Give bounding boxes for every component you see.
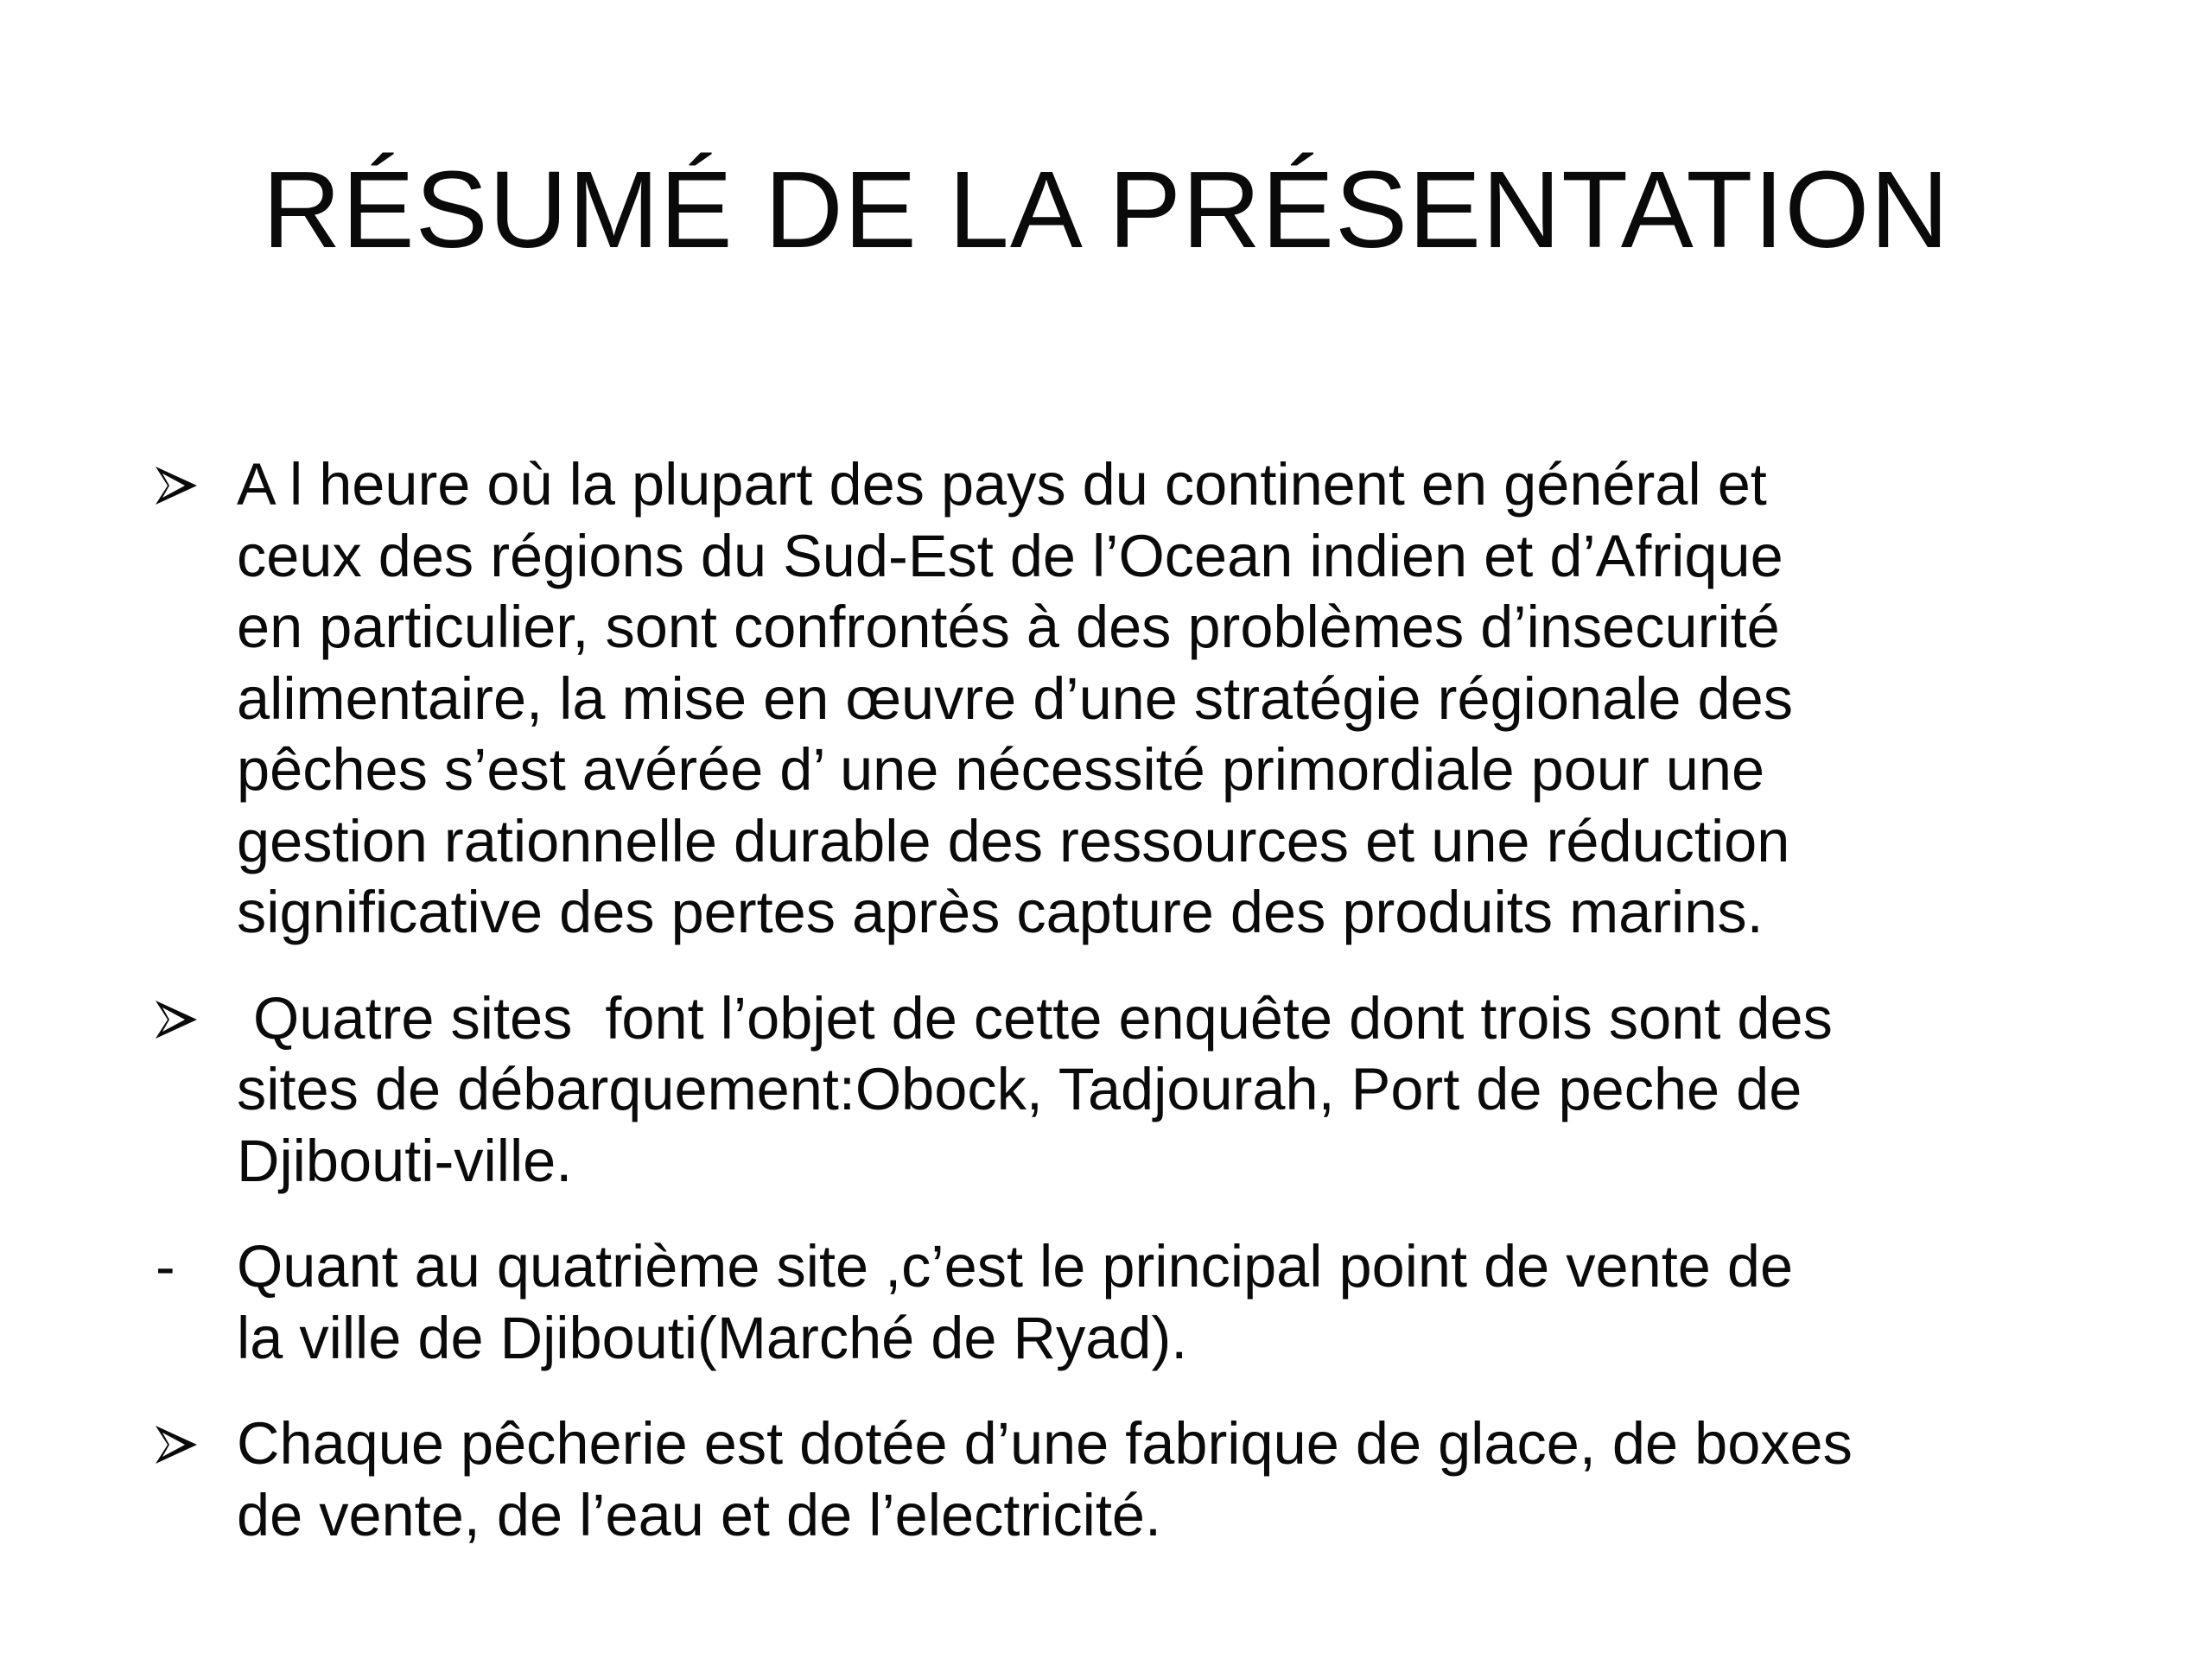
- text-line: la ville de Djibouti(Marché de Ryad).: [237, 1304, 1188, 1371]
- text-line: de vente, de l’eau et de l’electricité.: [237, 1481, 1162, 1548]
- slide-content: [149, 449, 2110, 1586]
- dash-item: [149, 1231, 2110, 1374]
- arrow-bullet-icon: [154, 1424, 199, 1465]
- bullet-item-2: [149, 983, 2110, 1198]
- text-line: en particulier, sont confrontés à des problèmes d’insecurité: [237, 594, 1780, 660]
- dash-bullet: -: [156, 1234, 175, 1300]
- text-line: significative des pertes après capture des produits marins.: [237, 879, 1764, 945]
- text-line: Quatre sites font l’objet de cette enquête dont trois sont des: [237, 984, 1833, 1052]
- bullet-item-3: [149, 1408, 2110, 1551]
- bullet-item-1: [149, 449, 2110, 949]
- text-line: Djibouti-ville.: [237, 1127, 573, 1194]
- text-line: Quant au quatrième site ,c’est le principal point de vente de: [237, 1233, 1794, 1300]
- text-line: alimentaire, la mise en œuvre d’une stratégie régionale des: [237, 664, 1793, 732]
- text-line: sites de débarquement:Obock, Tadjourah, Port de peche de: [237, 1056, 1802, 1122]
- text-line: A l heure où la plupart des pays du continent en général et: [237, 451, 1767, 518]
- text-line: pêches s’est avérée d’ une nécessité primordiale pour une: [237, 736, 1765, 803]
- arrow-bullet-icon: [154, 999, 199, 1040]
- text-line: Chaque pêcherie est dotée d’une fabrique de glace, de boxes: [237, 1410, 1853, 1477]
- arrow-bullet-icon: [154, 465, 199, 506]
- slide-title: RÉSUMÉ DE LA PRÉSENTATION: [262, 149, 1950, 270]
- text-line: ceux des régions du Sud-Est de l’Ocean indien et d’Afrique: [237, 522, 1783, 589]
- text-line: gestion rationnelle durable des ressources et une réduction: [237, 807, 1790, 874]
